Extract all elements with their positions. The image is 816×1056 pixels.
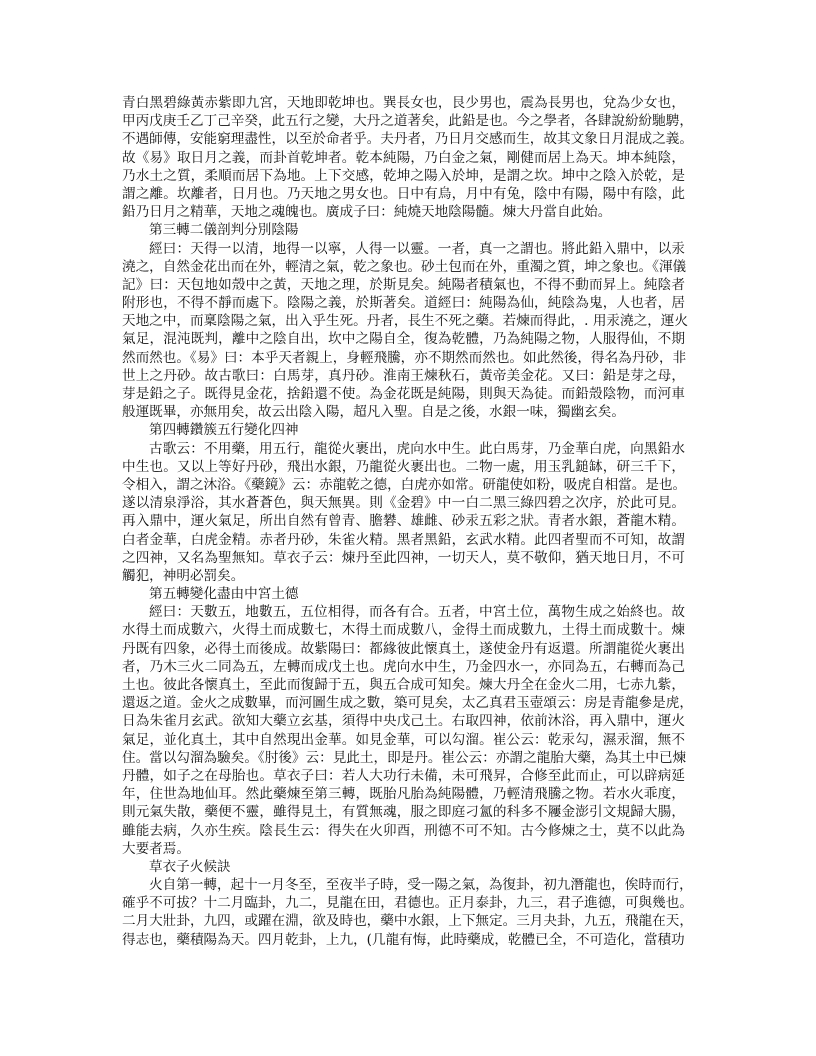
text-line: 芽是鉛之子。既得見金花，捨鉛還不使。為金花既是純陽，則與天為徒。而鉛殼陰物，而河車 (122, 386, 685, 402)
text-line: 中生也。又以上等好丹砂，飛出水銀，乃龍從火裹出也。二物一處，用玉乳鎚缽，研三千下， (122, 458, 685, 475)
text-line: 故《易》取日月之義，而卦首乾坤者。乾本純陽，乃白金之氣，剛健而居上為天。坤本純陰， (122, 149, 685, 166)
heading-text: 第五轉變化盡由中宮土德 (149, 586, 299, 603)
text-line: 氣足，並化真土，其中自然現出金華。如見金華，可以勾溜。崔公云：乾汞勾，濕汞溜，無不 (122, 731, 685, 748)
text-line: 丹體，如子之在母胎也。草衣子曰：若人大功行未備，未可飛昇，合修至此而止，可以辟病延 (122, 767, 685, 784)
text-line: 世上之丹砂。故古歌曰：白馬芽，真丹砂。淮南王煉秋石，黃帝美金花。又曰：鉛是芽之母， (122, 367, 685, 384)
text-line: 水得土而成數六，火得土而成數七，木得土而成數八，金得土而成數九，土得土而成數十。煉 (122, 622, 685, 639)
text-line: 還返之道。金火之成數畢，而河圖生成之數，築可見矣，太乙真君玉壺頌云：房是青龍參是虎， (122, 695, 693, 712)
text-line: 鉛乃日月之精華，天地之魂魄也。廣成子曰：純燒天地陰陽髓。煉大丹當自此始。 (122, 204, 612, 221)
heading-text: 第四轉鑽簇五行變化四神 (149, 422, 299, 439)
text-line: 則元氣失散，藥便不靈，雖得見土，有質無魂，服之即庭刁氳的科多不屨金澎引文規歸大腸， (122, 804, 685, 821)
text-line: 經曰：天數五，地數五，五位相得，而各有合。五者，中宮土位，萬物生成之始終也。故 (149, 604, 685, 621)
text-line: 再入鼎中，運火氣足，所出自然有曾青、膽礬、雄雌、砂汞五彩之狀。青者水銀，蒼龍木精。 (122, 513, 685, 530)
text-line: 住。當以勾溜為驗矣。《肘後》云：見此土，即是丹。崔公云：亦謂之龍胎大藥，為其土中已煉 (122, 749, 687, 766)
paragraph (122, 240, 688, 422)
section-heading (122, 585, 685, 603)
text-line: 雖能去病，久亦生疾。陰長生云：得失在火卯酉，刑德不可不知。古今修煉之士，莫不以此為 (122, 822, 685, 839)
text-line: 謂之離。坎離者，日月也。乃天地之男女也。日中有烏，月中有兔，陰中有陽，陽中有陰，此 (122, 185, 685, 202)
text-line: 然而然也。《易》曰：本乎天者親上，身輕飛騰，亦不期然而然也。如此然後，得名為丹砂，非 (122, 349, 687, 366)
text-line: 火自第一轉，起十一月冬至，至夜半子時，受一陽之氣，為復卦，初九潛龍也，俟時而行， (149, 877, 693, 894)
heading-text: 第三轉二儀剖判分別陰陽 (149, 222, 299, 239)
text-line: 古歌云：不用藥，用五行，龍從火裹出，虎向水中生。此白馬芽，乃金華白虎，向黑鉛水 (149, 440, 685, 457)
text-line: 丹既有四象，必得土而後成。故紫陽曰：都緣彼此懷真土，遂使金丹有返還。所謂龍從火裹出 (122, 640, 685, 657)
text-line: 般運既畢，亦無用矣，故云出陰入陽，超凡入聖。自是之後，水銀一味，獨幽玄矣。 (122, 404, 625, 421)
text-line: 得志也，藥積陽為天。四月乾卦，上九，(几龍有悔，此時藥成，乾體已全，不可造化，當積功 (122, 931, 685, 948)
text-line: 遂以清泉淨浴，其水蒼蒼色，與天無異。則《金碧》中一白二黑三綠四碧之次序，於此可見。 (122, 495, 685, 512)
paragraph (122, 603, 693, 858)
text-line: 乃水土之質，柔順而居下為地。上下交感，乾坤之陽入於坤，是謂之坎。坤中之陰入於乾，是 (122, 167, 685, 184)
text-line: 記》曰：天包地如殼中之黃，天地之理，於斯見矣。純陽者積氣也，不得不動而昇上。純陰者 (122, 276, 685, 293)
text-line: 日為朱雀月玄武。欲知大藥立玄基，須得中央戊己土。右取四神，依前沐浴，再入鼎中，運火 (122, 713, 685, 730)
text-line: 觸犯，神明必罰矣。 (122, 567, 245, 584)
text-line: 天地之中，而稟陰陽之氣，出入乎生死。丹者，長生不死之藥。若煉而得此，. 用汞澆之，運火 (122, 313, 688, 330)
document-body (122, 94, 693, 949)
heading-text: 草衣子火候訣 (149, 858, 231, 875)
text-line: 氣足，混沌既判，離中之陰自出，坎中之陽自全，復為乾體，乃為純陽之物，人服得仙，不期 (122, 331, 685, 348)
text-line: 經曰：天得一以清，地得一以寧，人得一以靈。一者，真一之謂也。將此鉛入鼎中，以汞 (149, 240, 685, 257)
text-line: 甲丙戊庚壬乙丁己辛癸，此五行之變，大丹之道著矣，此鉛是也。今之學者，各肆說紛紛馳騁， (122, 113, 693, 130)
text-line: 附形也，不得不靜而處下。陰陽之義，於斯著矣。道經曰：純陽為仙，純陰為鬼，人也者，居 (122, 295, 685, 312)
paragraph (122, 94, 693, 221)
text-line: 二月大壯卦，九四，或躍在淵，欲及時也，藥中水銀，上下無定。三月夬卦，九五，飛龍在天， (122, 913, 693, 930)
text-line: 之四神，又名為聖無知。草衣子云：煉丹至此四神，一切天人，莫不敬仰，猶天地日月，不可 (122, 549, 685, 566)
text-line: 年，住世為地仙耳。然此藥煉至第三轉，既胎凡胎為純陽體，乃輕清飛騰之物。若水火乖度， (122, 786, 685, 803)
text-line: 澆之，自然金花出而在外，輕清之氣，乾之象也。砂土包而在外，重濁之質，坤之象也。《渾儀 (122, 258, 687, 275)
text-line: 青白黑碧綠黃赤紫即九宮，天地即乾坤也。巽長女也，艮少男也，震為長男也，兌為少女也， (122, 95, 685, 111)
text-line: 確乎不可拔？十二月臨卦，九二，見龍在田，君德也。正月泰卦，九三，君子進德，可與幾也。 (122, 895, 693, 912)
section-heading (122, 221, 685, 239)
text-line: 者，乃木三火二同為五，左轉而成戊土也。虎向水中生，乃金四水一，亦同為五，右轉而為己 (122, 658, 685, 675)
text-line: 大要者焉。 (122, 840, 190, 857)
paragraph (122, 440, 685, 586)
text-line: 不遇師傳，安能窮理盡性，以至於命者乎。夫丹者，乃日月交感而生，故其文象日月混成之義。 (122, 131, 693, 148)
text-line: 土也。彼此各懷真土，至此而復歸于五，與五合成可知矣。煉大丹全在金火二用，七赤九紫， (122, 677, 685, 693)
section-heading (122, 858, 685, 876)
text-line: 白者金華，白虎金精。赤者丹砂，朱雀火精。黑者黑鉛，玄武水精。此四者聖而不可知，故謂 (122, 531, 685, 548)
text-line: 令相入，謂之沐浴。《藥鏡》云：赤龍乾之德，白虎亦如常。研龍使如粉，吸虎自相當。是也。 (122, 476, 687, 493)
paragraph (122, 876, 693, 949)
section-heading (122, 421, 685, 439)
